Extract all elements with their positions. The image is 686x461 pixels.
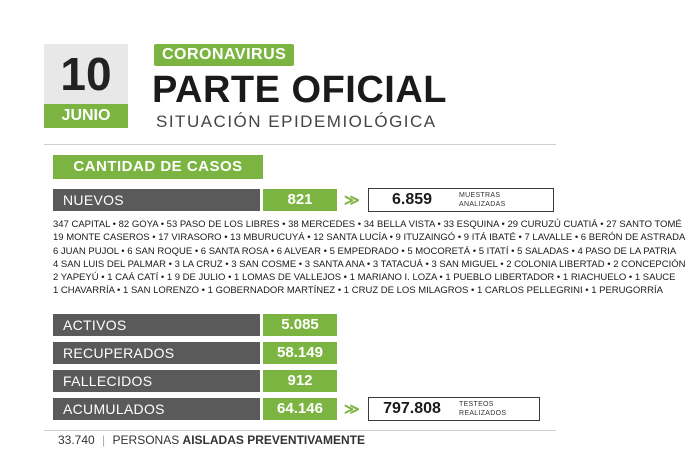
date-day: 10 (44, 44, 128, 104)
cases-by-locality (53, 218, 686, 298)
testeos-box (368, 397, 540, 421)
cases-line: 2 YAPEYÚ • 1 CAÁ CATÍ • 1 9 DE JULIO • 1 LOMAS DE VALLEJOS • 1 MARIANO I. LOZA • 1 PUEBLO LIBERTADOR • 1 RIACHUELO • 1 SAUCE (53, 272, 676, 284)
footer-divider (44, 430, 556, 431)
muestras-value: 6.859 (391, 191, 433, 208)
section-title: CANTIDAD DE CASOS (53, 155, 263, 179)
page-subtitle: SITUACIÓN EPIDEMIOLÓGICA (156, 112, 437, 131)
coronavirus-tag: CORONAVIRUS (154, 44, 294, 66)
stat-label: NUEVOS (53, 189, 260, 211)
cases-line: 4 SAN LUIS DEL PALMAR • 3 LA CRUZ • 3 SAN COSME • 3 SANTA ANA • 3 TATACUÁ • 3 SAN MIGUEL • 2 COLONIA LIBERTAD • 2 CONCEPCIÓN (53, 258, 686, 270)
footer-text-bold: AISLADAS PREVENTIVAMENTE (182, 433, 366, 447)
muestras-caption: MUESTRAS ANALIZADAS (459, 192, 506, 208)
stat-value: 58.149 (263, 342, 337, 364)
stat-value: 5.085 (263, 314, 337, 336)
double-chevron-icon: ≫ (344, 192, 360, 209)
stat-label: ACUMULADOS (53, 398, 260, 420)
stat-value: 912 (263, 370, 337, 392)
cases-line: 19 MONTE CASEROS • 17 VIRASORO • 13 MBURUCUYÁ • 12 SANTA LUCÍA • 9 ITUZAINGÓ • 9 ITÁ IBATÉ • 7 LAVALLE • 6 BERÓN DE ASTRADA (53, 232, 686, 244)
testeos-caption: TESTEOS REALIZADOS (459, 401, 507, 417)
stat-value: 64.146 (263, 398, 337, 420)
stat-label: ACTIVOS (53, 314, 260, 336)
cases-line: 6 JUAN PUJOL • 6 SAN ROQUE • 6 SANTA ROSA • 6 ALVEAR • 5 EMPEDRADO • 5 MOCORETÁ • 5 ITATÍ • 5 SALADAS • 4 PASO DE LA PATRIA (53, 245, 677, 257)
isolated-people-footer (58, 433, 365, 447)
footer-separator: | (102, 433, 106, 447)
double-chevron-icon: ≫ (344, 401, 360, 418)
page-title: PARTE OFICIAL (152, 69, 448, 111)
footer-text: PERSONAS (112, 433, 180, 447)
cases-line: 347 CAPITAL • 82 GOYA • 53 PASO DE LOS LIBRES • 38 MERCEDES • 34 BELLA VISTA • 33 ESQUINA • 29 CURUZÚ CUATIÁ • 27 SANTO TOMÉ (53, 219, 682, 230)
date-month: JUNIO (44, 104, 128, 128)
date-badge (44, 44, 128, 128)
isolated-count: 33.740 (58, 433, 95, 447)
stat-label: RECUPERADOS (53, 342, 260, 364)
stat-value: 821 (263, 189, 337, 211)
stat-label: FALLECIDOS (53, 370, 260, 392)
muestras-box (368, 188, 554, 212)
header-divider (44, 144, 556, 145)
testeos-value: 797.808 (383, 400, 441, 417)
cases-line: 1 CHAVARRÍA • 1 SAN LORENZO • 1 GOBERNADOR MARTÍNEZ • 1 CRUZ DE LOS MILAGROS • 1 CARLOS PELLEGRINI • 1 PERUGORRÍA (53, 285, 663, 297)
